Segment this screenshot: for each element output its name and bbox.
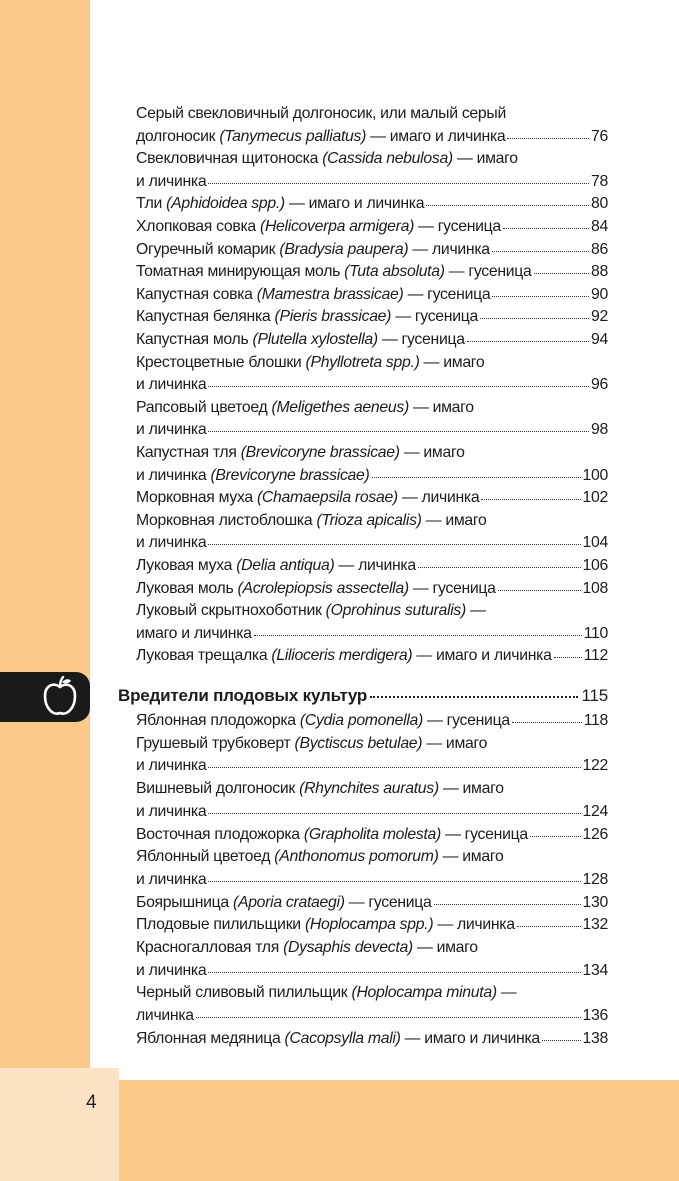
entry-stage: — имаго и личинка [284,195,425,213]
dot-leader [480,312,589,319]
toc-entry[interactable] [136,306,608,328]
dot-leader [208,875,580,882]
entry-stage: — имаго [452,150,518,168]
entry-latin-name: (Brevicoryne brassicae) [240,444,400,461]
entry-text [136,465,370,487]
toc-entry[interactable] [136,171,608,193]
dot-leader [372,471,581,478]
entry-name: Плодовые пилильщики [136,916,305,934]
entry-text [136,306,478,328]
entry-stage: — имаго и личинка [400,1029,540,1047]
entry-stage: — гусеница [422,712,510,729]
toc-entry[interactable] [136,869,608,891]
toc-entry[interactable] [136,374,608,396]
entry-page-number: 124 [582,802,608,820]
entry-page-number: 94 [591,331,608,348]
entry-stage: — личинка [433,916,515,934]
entry-name: Капустная тля [136,444,241,461]
toc-entry[interactable] [136,645,608,667]
dot-leader [208,807,580,814]
page-number: 4 [86,1092,97,1113]
entry-name: Яблонная медяница [136,1029,285,1047]
toc-entry[interactable] [136,284,608,306]
entry-latin-name: (Hoplocampa spp.) [304,916,434,934]
entry-text [136,824,528,846]
entry-text [136,261,532,283]
entry-text [136,1005,194,1027]
toc-entry[interactable] [136,755,608,777]
entry-name: Луковая моль [136,579,238,597]
toc-entry[interactable] [136,352,608,374]
entry-text [136,329,465,351]
entry-text [136,487,479,509]
entry-page-number: 130 [582,893,608,911]
entry-name: и личинка [136,961,207,979]
entry-page-number: 76 [591,127,608,145]
toc-entry[interactable] [136,465,608,487]
entry-page-number: 136 [582,1007,608,1025]
entry-latin-name: (Grapholita molesta) [303,825,441,843]
entry-name: Капустная совка [136,285,257,303]
entry-text [136,216,501,238]
entry-page-number: 90 [591,285,608,303]
entry-latin-name: (Delia antiqua) [236,557,335,574]
entry-text [136,171,206,193]
entry-text [136,193,424,215]
dot-leader [208,538,580,545]
dot-leader [507,132,589,139]
entry-name: и личинка [136,466,211,484]
toc-entry[interactable] [136,487,608,509]
toc-entry[interactable] [136,914,608,936]
entry-text [136,780,504,797]
entry-text [136,374,206,396]
entry-name: Морковная листоблошка [136,511,317,529]
entry-latin-name: (Byctiscus betulae) [294,734,423,752]
entry-name: Луковая трещалка [136,647,272,665]
entry-page-number: 110 [583,624,608,642]
entry-name: имаго и личинка [136,624,252,642]
dot-leader [254,629,582,636]
toc-entry[interactable] [136,824,608,846]
entry-stage: — гусеница [344,893,432,911]
toc-entry[interactable] [136,261,608,283]
entry-page-number: 98 [591,421,608,439]
entry-latin-name: (Cydia pomonella) [299,712,423,729]
entry-name: Луковый скрытнохоботник [136,602,326,620]
entry-text [136,984,516,1001]
toc-entry[interactable] [136,103,608,125]
dot-leader [492,245,589,252]
section-heading[interactable] [118,683,608,709]
toc-entry[interactable] [136,710,608,732]
dot-leader [208,966,580,973]
entry-name: Хлопковая совка [136,218,260,235]
entry-latin-name: (Cacopsylla mali) [284,1029,401,1047]
toc-entry[interactable] [136,419,608,441]
entry-page-number: 92 [591,308,608,326]
entry-text [136,960,206,982]
entry-name: Боярышница [136,893,233,911]
entry-latin-name: (Chamaepsila rosae) [256,489,398,507]
toc-entry[interactable] [136,960,608,982]
entry-stage: — имаго [399,444,465,461]
entry-page-number: 104 [582,534,608,552]
entry-page-number: 84 [591,218,608,235]
entry-name: Капустная моль [136,331,253,348]
dot-leader [554,651,582,658]
entry-latin-name: (Anthonomus pomorum) [274,848,439,866]
entry-stage: — гусеница [391,308,478,326]
entry-latin-name: (Brevicoryne brassicae) [210,466,370,484]
entry-name: Грушевый трубковерт [136,734,295,752]
entry-name: Яблонный цветоед [136,848,275,866]
entry-stage: — [496,984,517,1002]
dot-leader [503,222,589,229]
entry-latin-name: (Rhynchites auratus) [299,780,439,798]
toc-entry[interactable] [136,578,608,600]
section-page-number: 115 [581,686,608,705]
toc-entry[interactable] [136,982,608,1004]
dot-leader [481,493,580,500]
entry-page-number: 128 [582,870,608,888]
entry-latin-name: (Mamestra brassicae) [256,285,404,303]
entry-name: Морковная муха [136,489,257,507]
entry-stage: — имаго [422,734,488,752]
entry-name: и личинка [136,802,207,820]
entry-page-number: 138 [582,1029,608,1047]
entry-name: Крестоцветные блошки [136,353,306,371]
entry-text [136,150,518,167]
entry-stage: — гусеница [377,331,465,348]
entry-page-number: 108 [582,579,608,597]
dot-leader [208,425,589,432]
dot-leader [512,716,582,723]
entry-latin-name: (Helicoverpa armigera) [259,218,415,235]
entry-name: и личинка [136,376,207,394]
entry-text [136,623,252,645]
dot-leader [208,761,580,768]
entry-text [136,532,206,554]
toc-entry[interactable] [136,193,608,215]
entry-stage: — имаго [438,848,504,866]
entry-name: Томатная минирующая моль [136,263,345,281]
entry-page-number: 100 [582,466,608,484]
entry-stage: — личинка [334,557,416,574]
toc-entry[interactable] [136,937,608,959]
entry-latin-name: (Cassida nebulosa) [322,150,453,168]
entry-page-number: 102 [582,489,608,507]
entry-page-number: 96 [591,376,608,394]
toc-entry[interactable] [136,600,608,622]
dot-leader [208,177,589,184]
entry-page-number: 106 [582,557,608,574]
entry-latin-name: (Meligethes aeneus) [271,398,409,416]
dot-leader [196,1011,581,1018]
entry-stage: — имаго [421,511,487,529]
entry-text [136,848,503,865]
toc-entry[interactable] [136,239,608,261]
entry-page-number: 88 [591,263,608,281]
page-number-box [0,1068,119,1181]
entry-name: Вишневый долгоносик [136,780,300,798]
toc-entry[interactable] [136,510,608,532]
entry-page-number: 122 [582,757,608,775]
toc-entry[interactable] [136,442,608,464]
entry-text [136,939,478,956]
entry-name: Свекловичная щитоноска [136,150,323,168]
entry-name: Луковая муха [136,557,237,574]
entry-text [136,645,552,667]
toc-entry[interactable] [136,892,608,914]
toc-entry[interactable] [136,846,608,868]
entry-text [136,892,432,914]
entry-text [136,801,206,823]
entry-latin-name: (Phyllotreta spp.) [305,353,420,371]
toc-entry[interactable] [136,801,608,823]
entry-name: Капустная белянка [136,308,275,326]
entry-latin-name: (Hoplocampa minuta) [351,984,497,1002]
dot-leader [434,898,581,905]
toc-entry[interactable] [136,148,608,170]
entry-name: Серый свекловичный долгоносик, или малый серый [136,105,506,122]
entry-text [136,354,484,371]
entry-latin-name: (Aphidoidea spp.) [166,195,285,213]
entry-stage: — гусеница [441,825,528,843]
entry-page-number: 134 [582,961,608,979]
entry-name: Восточная плодожорка [136,825,304,843]
entry-latin-name: (Bradysia paupera) [279,240,409,258]
toc-entry[interactable] [136,397,608,419]
entry-stage: — имаго и личинка [412,647,552,665]
entry-name: Красногалловая тля [136,939,284,956]
entry-page-number: 112 [583,647,608,665]
entry-latin-name: (Aporia crataegi) [233,893,345,911]
entry-name: Яблонная плодожорка [136,712,300,729]
dot-leader [208,380,589,387]
toc-entry[interactable] [136,126,608,148]
entry-name: личинка [136,1007,194,1025]
entry-latin-name: (Acrolepiopsis assectella) [237,579,409,597]
dot-leader [426,199,589,206]
entry-text [136,444,465,461]
entry-text [136,399,474,416]
dot-leader [534,267,589,274]
entry-text [136,105,506,122]
entry-page-number: 132 [582,916,608,934]
entry-latin-name: (Trioza apicalis) [316,511,422,529]
entry-text [136,555,416,577]
dot-leader [467,335,589,342]
entry-text [136,1028,540,1050]
entry-latin-name: (Plutella xylostella) [252,331,378,348]
entry-name: долгоносик [136,127,220,145]
entry-stage: — имаго [419,353,485,371]
entry-stage: — личинка [408,240,490,258]
entry-name: Рапсовый цветоед [136,398,272,416]
entry-page-number: 80 [591,195,608,213]
toc-entry[interactable] [136,1005,608,1027]
entry-latin-name: (Dysaphis devecta) [283,939,413,956]
entry-stage: — имаго [412,939,478,956]
entry-text [136,735,487,752]
entry-text [136,869,206,891]
entry-name: и личинка [136,172,207,190]
entry-name: и личинка [136,870,207,888]
toc-entry[interactable] [136,623,608,645]
dot-leader [418,561,581,568]
entry-stage: — гусеница [403,285,491,303]
entry-name: и личинка [136,421,207,439]
entry-stage: — личинка [397,489,480,507]
entry-latin-name: (Tuta absoluta) [344,263,445,281]
toc-entry[interactable] [136,329,608,351]
entry-text [136,602,486,619]
entry-stage: — имаго [438,780,504,798]
entry-latin-name: (Tanymecus palliatus) [219,127,367,145]
entry-text [136,284,490,306]
dot-leader [530,830,581,837]
toc-entry[interactable] [136,555,608,577]
dot-leader [492,290,589,297]
dot-leader [542,1034,581,1041]
entry-name: и личинка [136,757,207,775]
entry-stage: — гусеница [444,263,532,281]
entry-stage: — имаго и личинка [366,127,506,145]
entry-name: и личинка [136,534,207,552]
entry-text [136,512,487,529]
entry-latin-name: (Pieris brassicae) [274,308,392,326]
dot-leader [517,920,581,927]
dot-leader [498,584,581,591]
entry-text [136,239,490,261]
entry-name: Тли [136,195,167,213]
entry-name: Огуречный комарик [136,240,280,258]
entry-stage: — гусеница [414,218,501,235]
toc-entry[interactable] [136,532,608,554]
entry-name: Черный сливовый пилильщик [136,984,352,1002]
entry-text [136,710,510,732]
entry-page-number: 86 [591,240,608,258]
entry-stage: — имаго [408,398,474,416]
toc-entry[interactable] [136,733,608,755]
entry-latin-name: (Lilioceris merdigera) [271,647,413,665]
entry-text [136,755,206,777]
toc-entry[interactable] [136,1028,608,1050]
entry-text [136,419,206,441]
entry-text [136,578,496,600]
dot-leader [370,690,578,698]
entry-text [136,914,515,936]
entry-stage: — [466,602,486,620]
section-title: Вредители плодовых культур [118,686,368,705]
entry-stage: — гусеница [408,579,496,597]
entry-page-number: 118 [583,712,608,729]
entry-text [136,126,505,148]
entry-page-number: 78 [591,172,608,190]
toc-entry[interactable] [136,216,608,238]
toc-entry[interactable] [136,778,608,800]
entry-latin-name: (Oprohinus suturalis) [325,602,466,620]
entry-page-number: 126 [582,825,608,843]
